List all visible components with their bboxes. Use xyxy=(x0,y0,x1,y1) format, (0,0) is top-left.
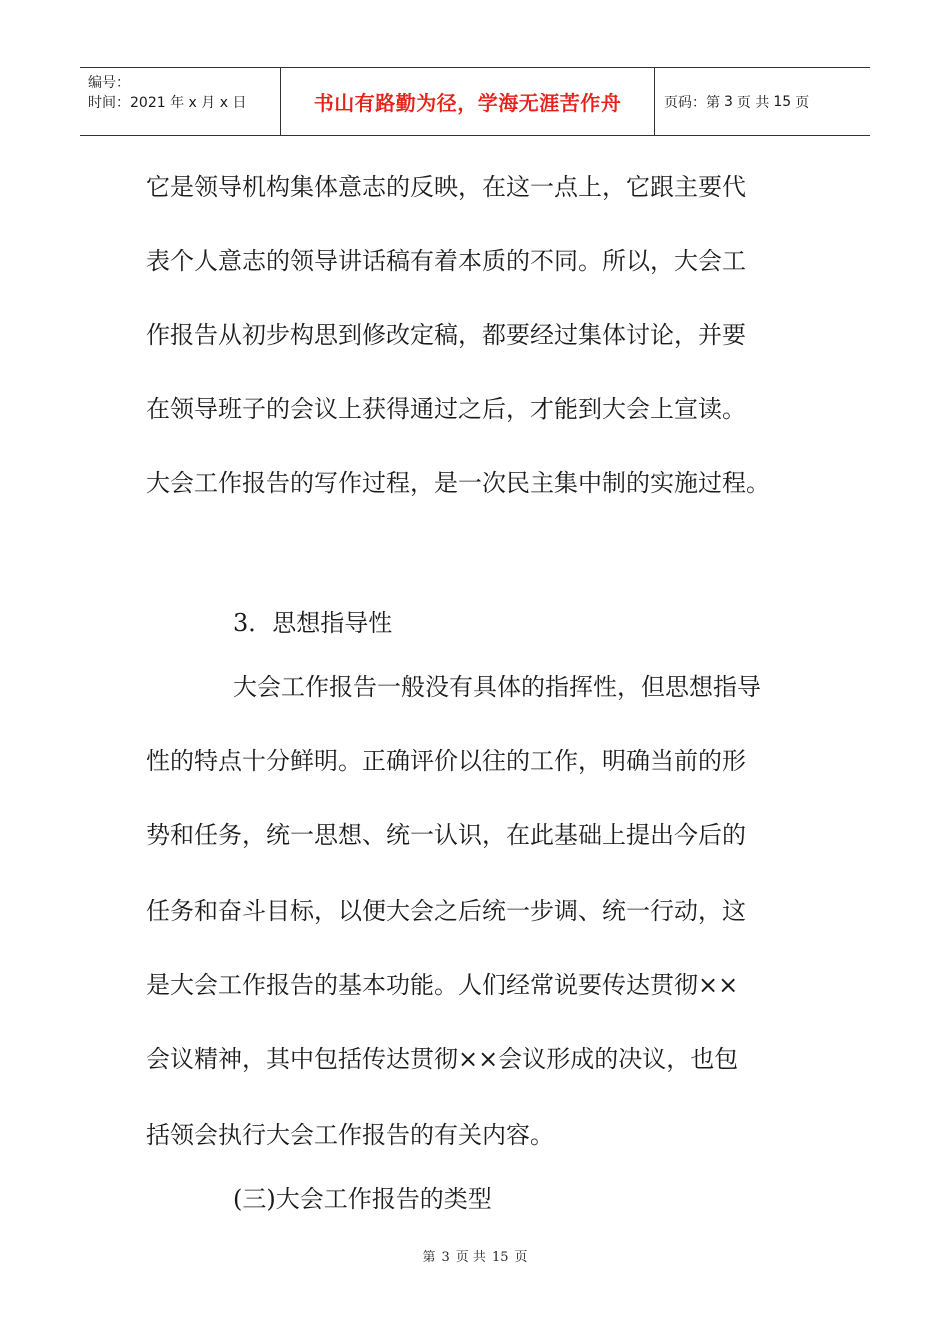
page-label-prefix: 页码：第 xyxy=(664,94,720,111)
page-header xyxy=(80,67,870,136)
body-line: 大会工作报告的写作过程，是一次民主集中制的实施过程。 xyxy=(146,469,770,497)
subsection-heading: (三)大会工作报告的类型 xyxy=(233,1185,492,1213)
body-line: 势和任务，统一思想、统一认识，在此基础上提出今后的 xyxy=(146,821,746,849)
body-line: 大会工作报告一般没有具体的指挥性，但思想指导 xyxy=(233,673,761,701)
body-line: 是大会工作报告的基本功能。人们经常说要传达贯彻×× xyxy=(146,971,739,999)
body-line: 它是领导机构集体意志的反映，在这一点上，它跟主要代 xyxy=(146,173,746,201)
body-line: 括领会执行大会工作报告的有关内容。 xyxy=(146,1121,554,1149)
body-line: 作报告从初步构思到修改定稿，都要经过集体讨论，并要 xyxy=(146,321,746,349)
footer-mid: 页 共 xyxy=(455,1250,486,1265)
footer-current: 3 xyxy=(441,1250,450,1265)
page-current: 3 xyxy=(724,93,733,110)
body-line: 表个人意志的领导讲话稿有着本质的不同。所以，大会工 xyxy=(146,247,746,275)
footer-prefix: 第 xyxy=(422,1250,436,1265)
page-footer xyxy=(0,1246,950,1265)
body-line: 在领导班子的会议上获得通过之后，才能到大会上宣读。 xyxy=(146,395,746,423)
body-line: 会议精神，其中包括传达贯彻××会议形成的决议，也包 xyxy=(146,1045,739,1073)
serial-label: 编号： xyxy=(88,75,130,91)
time-label: 时间：2021 年 x 月 x 日 xyxy=(88,95,247,111)
header-meta xyxy=(80,68,281,135)
body-line: 性的特点十分鲜明。正确评价以往的工作，明确当前的形 xyxy=(146,747,746,775)
page-label-mid: 页 共 xyxy=(736,94,770,111)
footer-total: 15 xyxy=(491,1250,509,1265)
page-label-suffix: 页 xyxy=(795,94,810,111)
page-total: 15 xyxy=(773,93,792,110)
footer-suffix: 页 xyxy=(514,1250,528,1265)
body-line: 任务和奋斗目标，以便大会之后统一步调、统一行动，这 xyxy=(146,897,746,925)
section-heading: 3．思想指导性 xyxy=(233,609,393,637)
header-motto: 书山有路勤为径，学海无涯苦作舟 xyxy=(281,68,655,135)
header-page-number xyxy=(655,68,870,135)
